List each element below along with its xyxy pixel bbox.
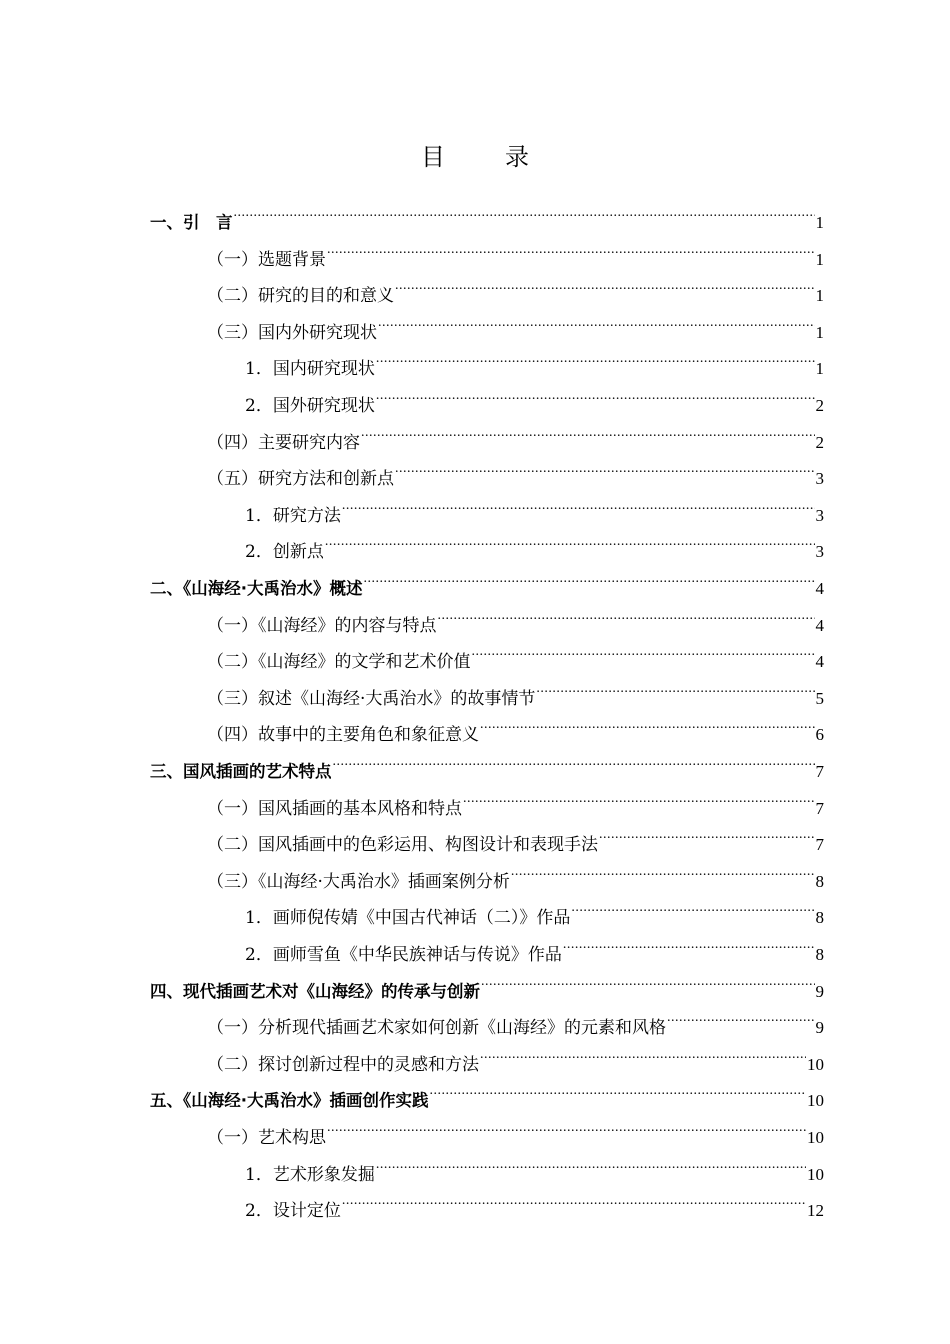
toc-dot-leader: [364, 562, 815, 594]
toc-entry-level-2[interactable]: [207, 672, 824, 709]
toc-entry-level-3[interactable]: [245, 489, 824, 526]
toc-entry-label: 1．画师倪传婧《中国古代神话（二）》作品: [245, 908, 571, 929]
toc-dot-leader: [481, 965, 815, 997]
toc-entry-page-number: 1: [815, 286, 824, 306]
toc-entry-page-number: 1: [815, 359, 824, 379]
toc-entry-level-3[interactable]: [245, 1184, 824, 1222]
toc-entry-level-3[interactable]: [245, 379, 824, 416]
toc-dot-leader: [327, 1111, 806, 1143]
toc-entry-page-number: 8: [815, 908, 824, 928]
toc-entry-page-number: 9: [815, 1018, 824, 1038]
toc-entry-page-number: 8: [815, 871, 824, 891]
toc-entry-page-number: 6: [815, 725, 824, 745]
toc-entry-label: （三）《山海经·大禹治水》插画案例分析: [207, 871, 510, 892]
toc-entry-level-2[interactable]: [207, 635, 824, 673]
toc-entry-level-3[interactable]: [245, 1148, 824, 1185]
toc-dot-leader: [480, 1038, 806, 1070]
toc-entry-label: 三、国风插画的艺术特点: [150, 762, 332, 781]
toc-dot-leader: [342, 1184, 806, 1216]
toc-dot-leader: [480, 708, 815, 740]
toc-entry-page-number: 10: [807, 1091, 824, 1111]
toc-entry-page-number: 2: [815, 396, 824, 415]
toc-entry-page-number: 7: [815, 762, 824, 781]
toc-entry-level-3[interactable]: [245, 891, 824, 929]
toc-entry-page-number: 4: [815, 579, 824, 598]
toc-entry-page-number: 10: [807, 1128, 824, 1147]
toc-entry-page-number: 4: [815, 652, 824, 672]
toc-entry-label: 五、《山海经·大禹治水》插画创作实践: [150, 1091, 429, 1111]
toc-entry-label: 四、现代插画艺术对《山海经》的传承与创新: [150, 981, 480, 1001]
toc-dot-leader: [667, 1001, 815, 1033]
toc-dot-leader: [378, 306, 815, 338]
toc-entry-level-2[interactable]: [207, 233, 824, 270]
toc-entry-label: 一、引 言: [150, 213, 233, 232]
toc-entry-level-3[interactable]: [245, 342, 824, 380]
toc-dot-leader: [395, 269, 815, 301]
toc-entry-label: （二）研究的目的和意义: [207, 286, 394, 307]
toc-entry-page-number: 3: [815, 505, 824, 525]
toc-entry-label: （一）国风插画的基本风格和特点: [207, 798, 462, 819]
toc-entry-page-number: 12: [807, 1201, 824, 1221]
toc-entry-label: 1．研究方法: [245, 505, 341, 526]
toc-entry-label: 2．设计定位: [245, 1201, 341, 1222]
page-title: 目 录: [421, 143, 547, 171]
toc-entry-label: （一）艺术构思: [207, 1128, 326, 1148]
toc-dot-leader: [599, 818, 815, 850]
toc-entry-level-1[interactable]: [150, 562, 824, 598]
toc-dot-leader: [325, 525, 815, 557]
toc-entry-label: 2．创新点: [245, 542, 324, 563]
toc-dot-leader: [342, 489, 815, 521]
toc-entry-label: 2．画师雪鱼《中华民族神话与传说》作品: [245, 945, 562, 965]
toc-entry-level-2[interactable]: [207, 1111, 824, 1148]
toc-entry-label: （一）《山海经》的内容与特点: [207, 615, 437, 636]
toc-entry-level-2[interactable]: [207, 818, 824, 856]
toc-entry-page-number: 5: [815, 688, 824, 708]
toc-entry-label: 2．国外研究现状: [245, 396, 375, 416]
toc-entry-level-2[interactable]: [207, 306, 824, 343]
toc-entry-label: （二）《山海经》的文学和艺术价值: [207, 652, 471, 673]
toc-entry-page-number: 3: [815, 542, 824, 562]
toc-entry-page-number: 7: [815, 798, 824, 818]
toc-entry-level-1[interactable]: [150, 196, 824, 232]
toc-entry-level-3[interactable]: [245, 928, 824, 965]
toc-dot-leader: [361, 416, 815, 448]
toc-dot-leader: [463, 782, 815, 814]
toc-dot-leader: [376, 379, 815, 411]
toc-entry-page-number: 1: [815, 249, 824, 269]
toc-entry-page-number: 4: [815, 615, 824, 635]
toc-entry-label: （四）故事中的主要角色和象征意义: [207, 725, 479, 746]
toc-entry-label: （二）探讨创新过程中的灵感和方法: [207, 1054, 479, 1075]
toc-dot-leader: [327, 233, 815, 265]
toc-dot-leader: [430, 1074, 806, 1106]
toc-entry-level-2[interactable]: [207, 1038, 824, 1075]
toc-entry-page-number: 7: [815, 835, 824, 855]
toc-entry-label: 1．国内研究现状: [245, 359, 375, 380]
toc-entry-level-1[interactable]: [150, 745, 824, 781]
toc-entry-page-number: 3: [815, 469, 824, 489]
toc-entry-label: （三）国内外研究现状: [207, 322, 377, 343]
toc-entry-page-number: 1: [815, 322, 824, 342]
toc-entry-level-2[interactable]: [207, 1001, 824, 1039]
toc-entry-page-number: 1: [815, 213, 824, 232]
toc-entry-label: 二、《山海经·大禹治水》概述: [150, 579, 363, 598]
toc-dot-leader: [472, 635, 815, 667]
toc-entry-label: 1．艺术形象发掘: [245, 1164, 375, 1185]
toc-entry-page-number: 10: [807, 1164, 824, 1184]
toc-entry-label: （五）研究方法和创新点: [207, 469, 394, 490]
toc-dot-leader: [563, 928, 815, 960]
toc-dot-leader: [376, 342, 815, 374]
toc-entry-page-number: 2: [815, 432, 824, 452]
toc-entry-level-2[interactable]: [207, 269, 824, 307]
toc-entry-page-number: 9: [815, 981, 824, 1001]
toc-entry-page-number: 8: [815, 945, 824, 964]
toc-entry-label: （四）主要研究内容: [207, 432, 360, 453]
toc-entry-level-2[interactable]: [207, 452, 824, 490]
toc-entry-page-number: 10: [807, 1054, 824, 1074]
toc-entry-level-2[interactable]: [207, 782, 824, 819]
toc-dot-leader: [511, 855, 815, 887]
toc-entry-level-2[interactable]: [207, 416, 824, 453]
toc-entry-level-2[interactable]: [207, 599, 824, 636]
toc-entry-level-2[interactable]: [207, 855, 824, 892]
toc-entry-level-3[interactable]: [245, 525, 824, 563]
toc-dot-leader: [234, 196, 815, 228]
toc-entry-level-1[interactable]: [150, 965, 824, 1001]
toc-entry-label: （二）国风插画中的色彩运用、构图设计和表现手法: [207, 835, 598, 856]
toc-dot-leader: [571, 891, 814, 923]
toc-dot-leader: [395, 452, 815, 484]
toc-dot-leader: [376, 1148, 806, 1180]
toc-dot-leader: [536, 672, 814, 704]
toc-entry-level-2[interactable]: [207, 708, 824, 746]
toc-entry-label: （三）叙述《山海经·大禹治水》的故事情节: [207, 688, 536, 709]
toc-entry-label: （一）选题背景: [207, 249, 326, 270]
toc-entry-level-1[interactable]: [150, 1074, 824, 1111]
toc-dot-leader: [333, 745, 815, 777]
toc-dot-leader: [438, 599, 815, 631]
toc-entry-label: （一）分析现代插画艺术家如何创新《山海经》的元素和风格: [207, 1018, 666, 1039]
